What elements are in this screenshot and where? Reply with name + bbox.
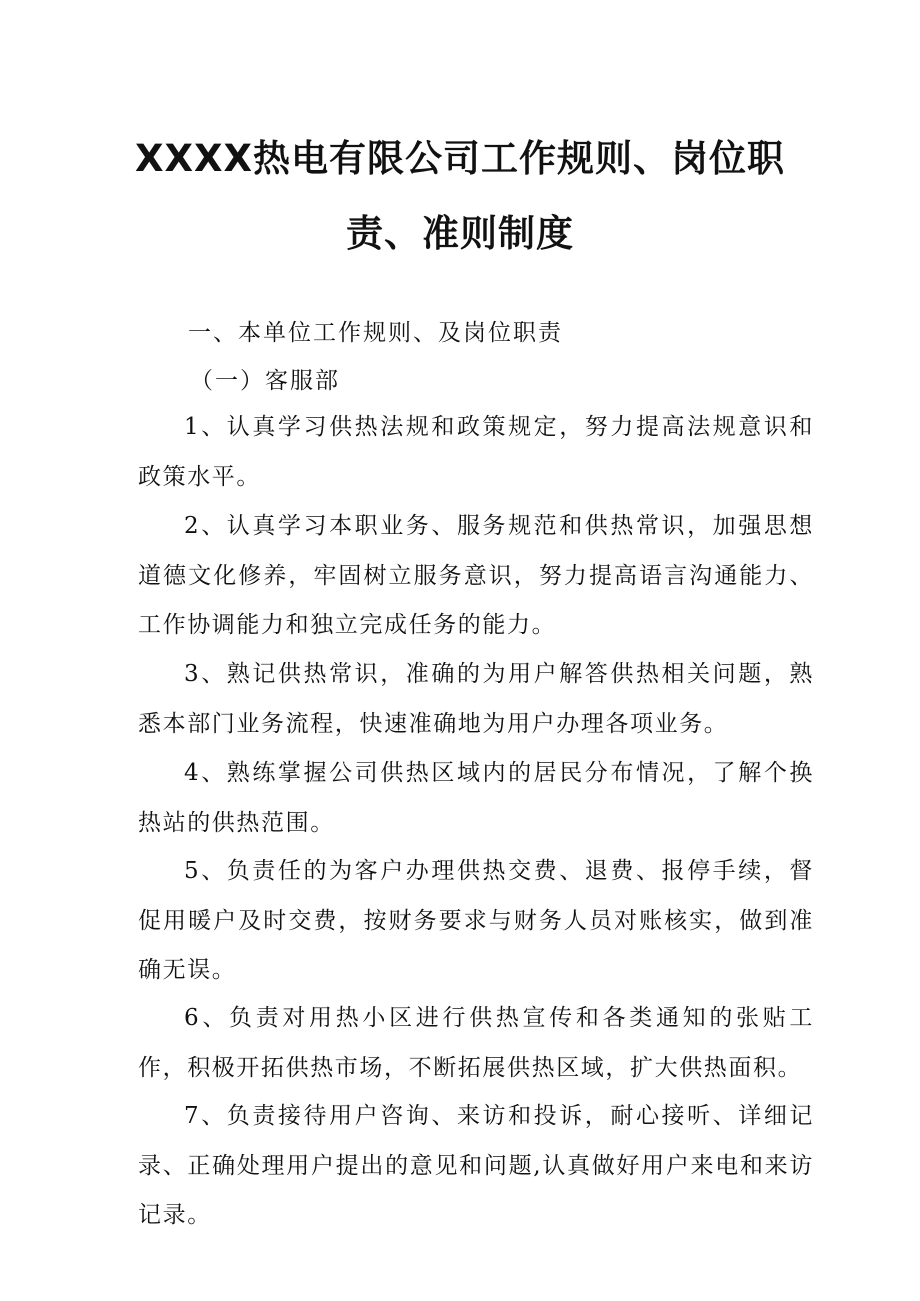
paragraph-2: 2、认真学习本职业务、服务规范和供热常识，加强思想道德文化修养，牢固树立服务意识，努力提高语言沟通能力、工作协调能力和独立完成任务的能力。 [138,513,814,638]
paragraph-3: 3、熟记供热常识，准确的为用户解答供热相关问题，熟悉本部门业务流程，快速准确地为用户办理各项业务。 [138,661,814,737]
subsection-heading: （一）客服部 [190,368,340,394]
paragraph-7: 7、负责接待用户咨询、来访和投诉，耐心接听、详细记录、正确处理用户提出的意见和问题,认真做好用户来电和来访记录。 [138,1103,814,1228]
paragraph-4: 4、熟练掌握公司供热区域内的居民分布情况，了解个换热站的供热范围。 [138,760,814,836]
document-title-line-1: XXXX热电有限公司工作规则、岗位职 [134,137,786,180]
document-title-line-2: 责、准则制度 [346,212,574,255]
paragraph-5: 5、负责任的为客户办理供热交费、退费、报停手续，督促用暖户及时交费，按财务要求与财务人员对账核实，做到准确无误。 [138,858,814,983]
paragraph-6: 6、负责对用热小区进行供热宣传和各类通知的张贴工作，积极开拓供热市场，不断拓展供热区域，扩大供热面积。 [138,1005,814,1081]
section-heading: 一、本单位工作规则、及岗位职责 [188,320,563,346]
paragraph-1: 1、认真学习供热法规和政策规定，努力提高法规意识和政策水平。 [138,414,814,490]
